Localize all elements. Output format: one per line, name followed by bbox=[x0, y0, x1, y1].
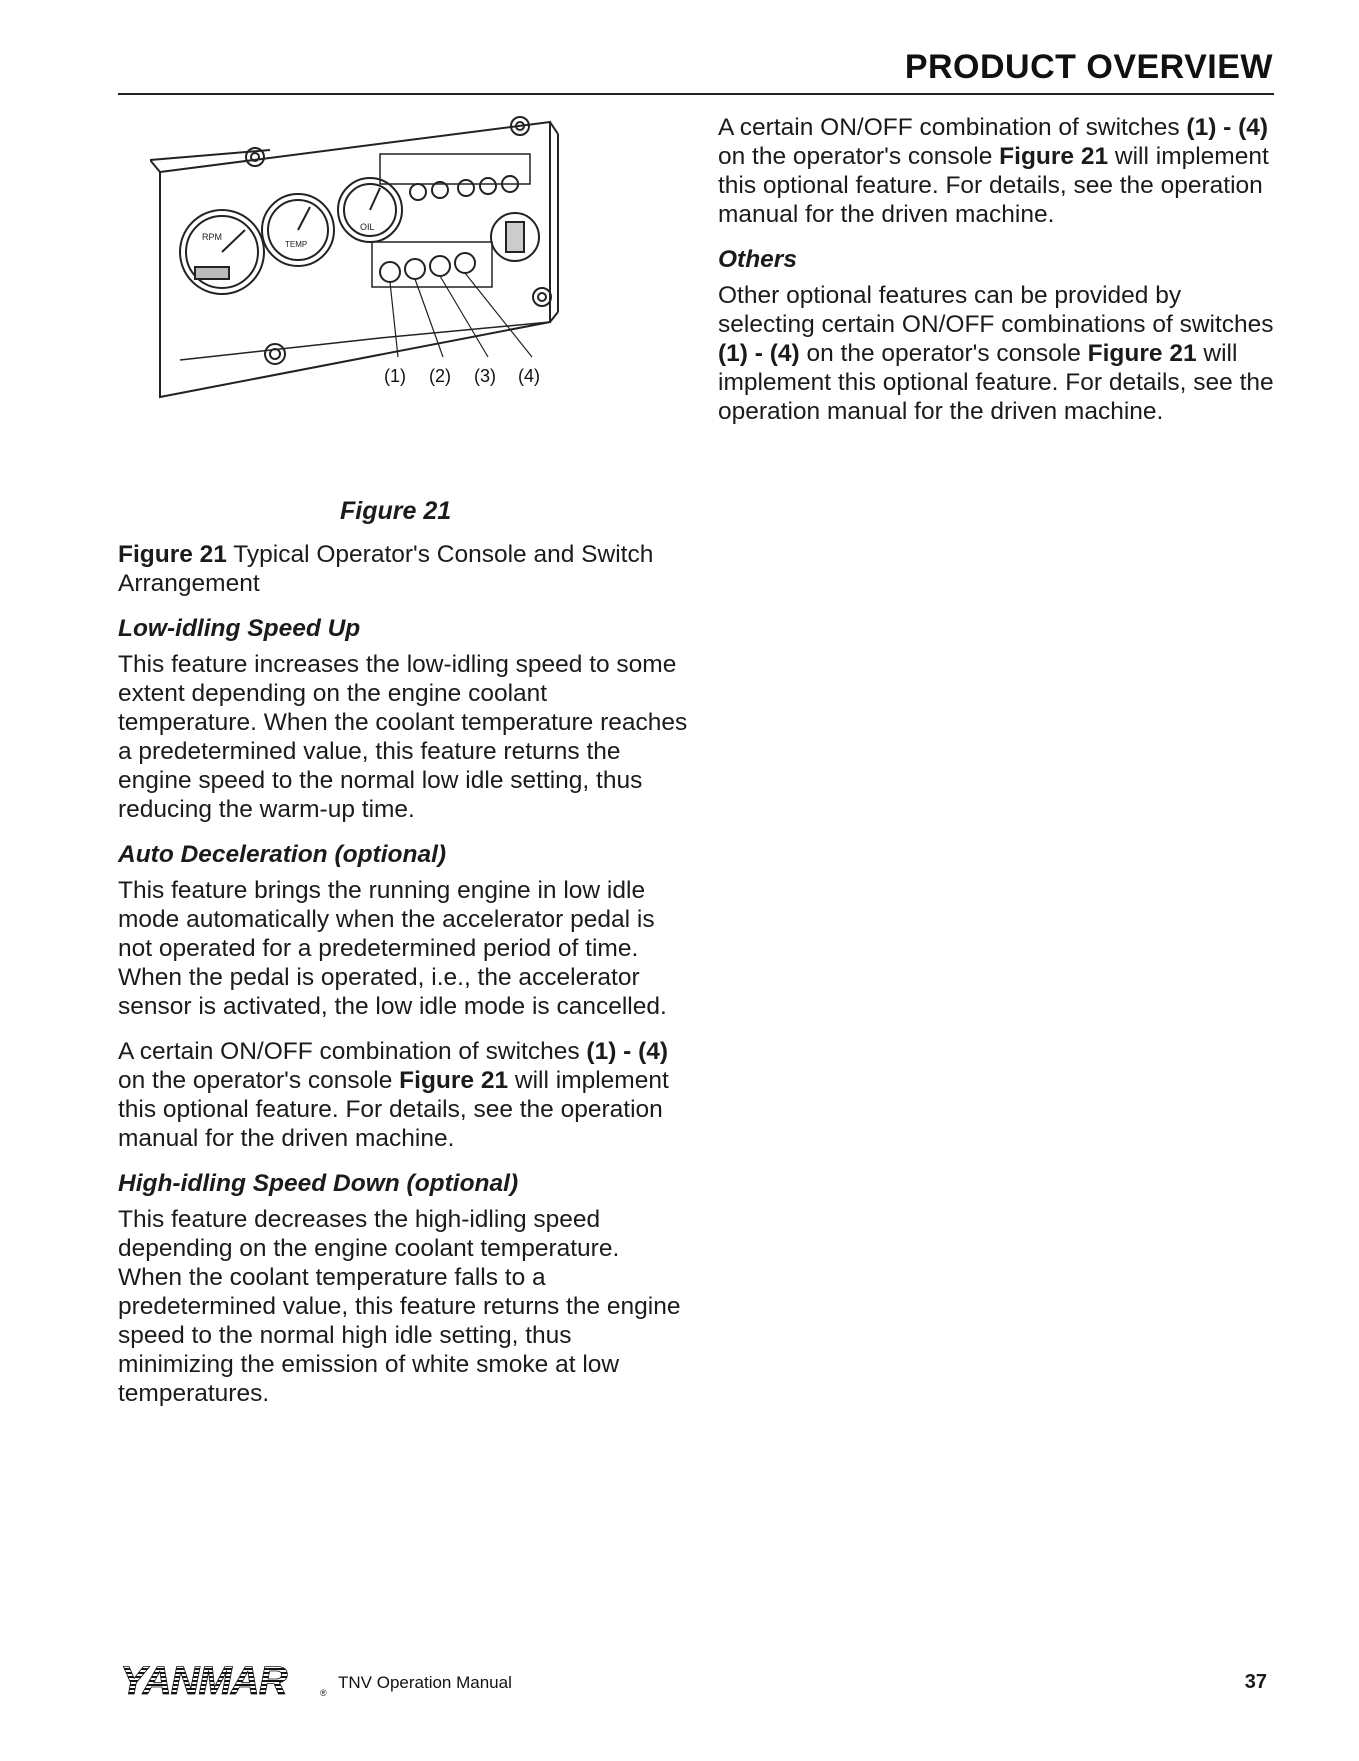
paragraph-low-idling: This feature increases the low-idling speed to some extent depending on the engine coolant temperature. When the coolant temperature reaches a predetermined value, this feature returns the engine speed to the normal low idle setting, thus reducing the warm-up time. bbox=[118, 651, 688, 823]
others-text-3: will implement this optional feature. For details, see the operation manual for the driven machine. bbox=[718, 340, 1274, 425]
footer-manual-title: TNV Operation Manual bbox=[338, 1673, 512, 1692]
right-column bbox=[718, 113, 1278, 442]
combo-text-2: on the operator's console bbox=[118, 1067, 400, 1094]
page-header-title: PRODUCT OVERVIEW bbox=[904, 48, 1273, 86]
combo-text-3: will implement this optional feature. For details, see the operation manual for the driven machine. bbox=[718, 143, 1269, 228]
svg-text:OIL: OIL bbox=[360, 222, 375, 232]
heading-others: Others bbox=[718, 246, 797, 273]
combo-text-1: A certain ON/OFF combination of switches bbox=[118, 1038, 587, 1065]
combo-figure-ref: Figure 21 bbox=[999, 143, 1109, 170]
caption-figure-ref: Figure 21 bbox=[118, 541, 227, 568]
others-switch-range: (1) - (4) bbox=[718, 340, 800, 367]
combo-text-3: will implement this optional feature. For details, see the operation manual for the driven machine. bbox=[118, 1067, 669, 1152]
svg-text:RPM: RPM bbox=[202, 232, 222, 242]
header-rule bbox=[118, 93, 1274, 95]
combo-switch-range: (1) - (4) bbox=[586, 1038, 669, 1065]
figure-caption bbox=[118, 540, 688, 598]
yanmar-logo bbox=[120, 1660, 330, 1700]
combo-switch-range: (1) - (4) bbox=[1186, 114, 1269, 141]
svg-text:®: ® bbox=[320, 1688, 327, 1698]
operator-console-illustration bbox=[150, 112, 630, 452]
others-text-2: on the operator's console bbox=[799, 340, 1088, 367]
callout-1: (1) bbox=[384, 366, 406, 386]
figure-caption-label: Figure 21 bbox=[340, 497, 452, 525]
heading-high-idling: High-idling Speed Down (optional) bbox=[118, 1170, 519, 1197]
page-number: 37 bbox=[1244, 1671, 1267, 1693]
combo-figure-ref: Figure 21 bbox=[399, 1067, 509, 1094]
paragraph-switch-combination bbox=[118, 1037, 688, 1153]
paragraph-auto-deceleration: This feature brings the running engine in low idle mode automatically when the accelerator pedal is not operated for a predetermined period of time. When the pedal is operated, i.e., the accelerator sensor is activated, the low idle mode is cancelled. bbox=[118, 877, 667, 1020]
callout-4: (4) bbox=[518, 366, 540, 386]
combo-text-1: A certain ON/OFF combination of switches bbox=[718, 114, 1187, 141]
combo-text-2: on the operator's console bbox=[718, 143, 1000, 170]
svg-text:YANMAR: YANMAR bbox=[120, 1660, 287, 1700]
callout-2: (2) bbox=[429, 366, 451, 386]
paragraph-others bbox=[718, 281, 1278, 426]
caption-text: Typical Operator's Console and Switch Arrangement bbox=[118, 541, 654, 597]
heading-low-idling: Low-idling Speed Up bbox=[118, 615, 361, 642]
paragraph-switch-combination-right bbox=[718, 113, 1278, 229]
others-figure-ref: Figure 21 bbox=[1087, 340, 1197, 367]
heading-auto-deceleration: Auto Deceleration (optional) bbox=[118, 841, 447, 868]
others-text-1: Other optional features can be provided by selecting certain ON/OFF combinations of switches bbox=[718, 282, 1274, 338]
left-column bbox=[118, 495, 688, 1424]
svg-text:TEMP: TEMP bbox=[285, 240, 308, 249]
paragraph-high-idling: This feature decreases the high-idling speed depending on the engine coolant temperature. When the coolant temperature falls to a predetermined value, this feature returns the engine speed to the normal high idle setting, thus minimizing the emission of white smoke at low temperatures. bbox=[118, 1206, 681, 1407]
callout-3: (3) bbox=[474, 366, 496, 386]
